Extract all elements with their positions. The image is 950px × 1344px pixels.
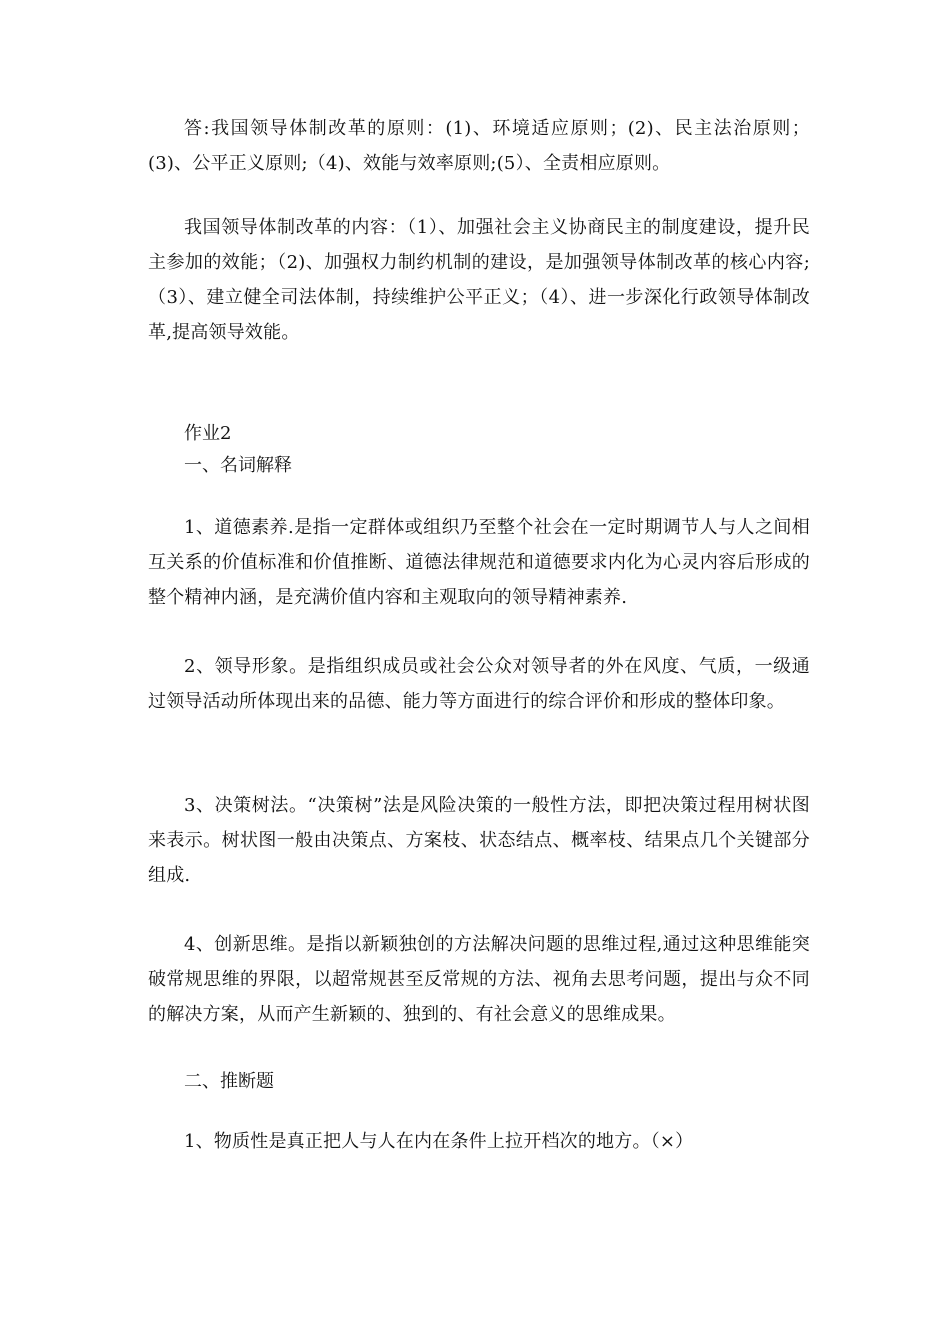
term-paragraph-innovation: 4、创新思维。是指以新颖独创的方法解决问题的思维过程,通过这种思维能突破常规思维的界限，以超常规甚至反常规的方法、视角去思考问题，提出与众不同的解决方案，从而产生新颖的、独到的、有社会意义的思维成果。 (148, 934, 810, 1025)
term-paragraph-image: 2、领导形象。是指组织成员或社会公众对领导者的外在风度、气质，一级通过领导活动所体现出来的品德、能力等方面进行的综合评价和形成的整体印象。 (148, 656, 810, 712)
judgement-item-1: 1、物质性是真正把人与人在内在条件上拉开档次的地方。（×） (184, 1131, 694, 1152)
term-paragraph-decision-tree: 3、决策树法。“决策树”法是风险决策的一般性方法，即把决策过程用树状图来表示。树状图一般由决策点、方案枝、状态结点、概率枝、结果点几个关键部分组成. (148, 795, 810, 886)
section-heading-judgement: 二、推断题 (184, 1071, 274, 1092)
term-paragraph-moral: 1、道德素养.是指一定群体或组织乃至整个社会在一定时期调节人与人之间相互关系的价值标准和价值推断、道德法律规范和道德要求内化为心灵内容后形成的整个精神内涵，是充满价值内容和主观取向的领导精神素养. (148, 517, 810, 608)
answer-principles-paragraph: 答:我国领导体制改革的原则：(1)、环境适应原则；(2)、民主法治原则；(3)、公平正义原则;（4)、效能与效率原则;(5）、全责相应原则。 (148, 118, 810, 174)
homework-title: 作业2 (184, 423, 232, 444)
answer-content-paragraph: 我国领导体制改革的内容：（1）、加强社会主义协商民主的制度建设，提升民主参加的效能；（2)、加强权力制约机制的建设，是加强领导体制改革的核心内容;（3）、建立健全司法体制，持续维护公平正义；（4）、进一步深化行政领导体制改革,提高领导效能。 (148, 217, 810, 343)
section-heading-terms: 一、名词解释 (184, 455, 292, 476)
